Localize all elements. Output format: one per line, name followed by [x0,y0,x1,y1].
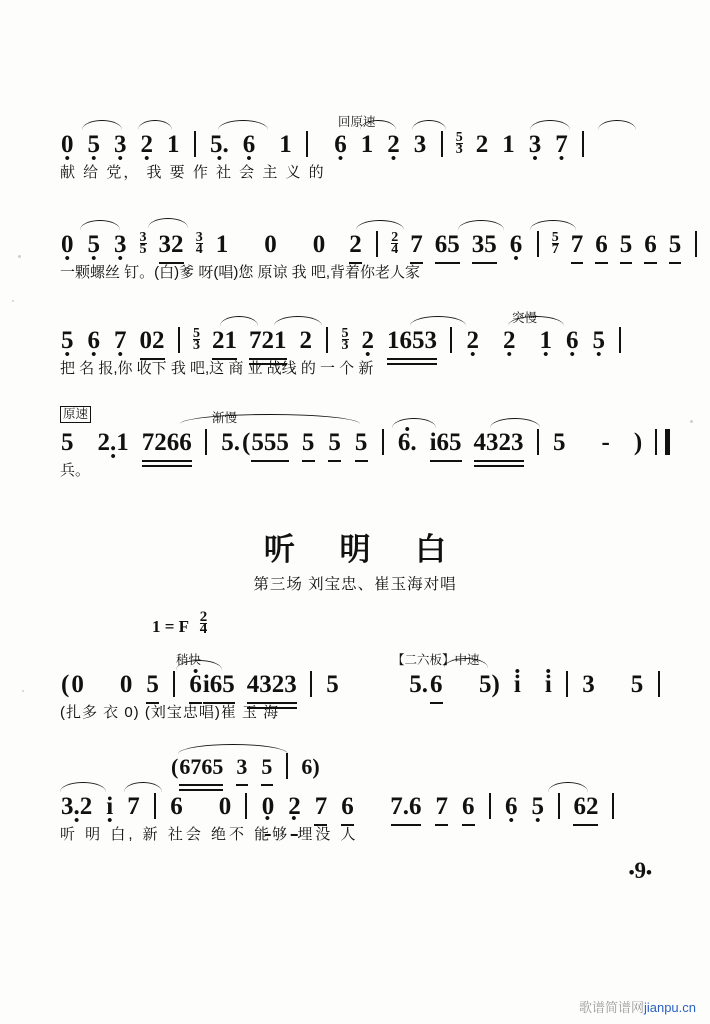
notation-line-5 [60,670,660,721]
slur [360,120,396,130]
lyrics-line-3: 把 名 报,你 收下 我 吧,这 商 业 战线 的 一 个 新 [60,360,374,377]
page-number-value: 9 [634,858,647,883]
song-subtitle: 第三场 刘宝忠、崔玉海对唱 [253,576,457,593]
slur [180,414,360,424]
music-system-2 [60,212,682,281]
notation-numbers-2: 0 • 5 • 3 • $\frac{3}{5}$ 32 $\frac{3}{4}$ 1 0 0 2 $\frac{2}{4}$ 7 65 35 6 • $\frac{5}{7}$ 7 6 5 6 5 [60,230,660,260]
music-system-5 [60,650,660,721]
slur [176,660,222,670]
paper-speck [18,255,21,258]
lyrics-line-6: 听 明 白, 新 社会 绝不 能够 埋没 人 [60,826,359,843]
slur [490,418,540,428]
lyrics-line-1: 献 给 党， 我 要 作 社 会 主 义 的 [60,164,326,181]
music-system-1 [60,112,660,181]
tempo-mark-erliuban: 【二六板】中速 [392,653,480,667]
slur [356,220,404,230]
notation-line-2 [60,230,682,281]
watermark-url: jianpu.cn [643,1000,696,1015]
slur [548,782,588,792]
slur [412,120,446,130]
slur [444,658,488,668]
slur [148,218,188,228]
tempo-mark-tu-man: 突慢 [512,311,538,325]
notation-line-6 [60,792,660,843]
page-number-dot-left: • [628,863,635,882]
slur [124,782,162,792]
key-signature [152,609,208,637]
notation-line-3 [60,326,660,377]
slur [218,120,268,130]
key-signature-text: 1 = F [152,617,189,636]
slur [80,220,120,230]
lyrics-line-2: 一颗螺丝 钉。(白)爹 呀(唱)您 原谅 我 吧,背着你老人家 [60,264,420,281]
watermark-site-name: 歌谱简谱网 [578,1000,644,1015]
slur [530,220,576,230]
music-system-3 [60,308,660,377]
paper-speck [12,300,14,302]
notation-numbers-6: 3.2 • i • 7 6 0 0 • 2 • 7 6 7.6 7 6 6 • 5 • 62 [60,792,660,822]
notation-pickup-6: (6765 3 5 6) [170,752,660,782]
slur [458,220,504,230]
time-signature-denominator: 4 [199,621,208,637]
slur [410,316,466,326]
notation-numbers-4: 5 2.1 • 7266 5.(555 5 5 5 • 6. i65 4323 5 - ) [60,428,660,458]
notation-numbers-5: (0 0 5 • 6i65 4323 5 5.6 5) • i • i 3 5 [60,670,660,700]
slur [274,316,322,326]
slur [530,120,570,130]
slur [138,120,172,130]
time-signature-numerator: 2 [199,609,208,625]
slur [60,782,106,792]
slur [220,316,258,326]
page-number [629,858,652,884]
paper-speck [22,690,24,692]
tempo-mark-hui-yuan-su: 回原速 [338,115,376,129]
lyrics-line-5: (扎多 衣 0) (刘宝忠唱)崔 玉 海 [60,704,280,721]
music-system-4 [60,404,660,479]
notation-line-1 [60,130,660,181]
notation-line-4 [60,428,660,479]
slur [392,418,436,428]
tempo-mark-yuan-su: 原速 [60,406,91,423]
slur [598,120,636,130]
slur [82,120,122,130]
notation-numbers-1: 0 • 5 • 3 • 2 • 1 5. • 6 • 1 6 • 1 2 • 3 $\frac{5}{3}$ 2 1 3 • 7 • [60,130,660,160]
song-title: 听 明 白 [263,532,465,567]
tempo-mark-shao-kuai: 稍快 [176,653,202,667]
tempo-mark-jian-man: 渐慢 [212,411,238,425]
notation-numbers-3: 5 • 6 • 7 • 02 $\frac{5}{3}$ 21 721 2 $\frac{5}{3}$ 2 • 1653 2 • 2 • 1 • 6 • 5 • [60,326,660,356]
page-number-dot-right: • [646,863,652,882]
watermark [579,997,696,1016]
paper-speck [690,420,693,423]
music-system-6 [60,752,660,843]
lyrics-line-4: 兵。 [60,462,91,479]
